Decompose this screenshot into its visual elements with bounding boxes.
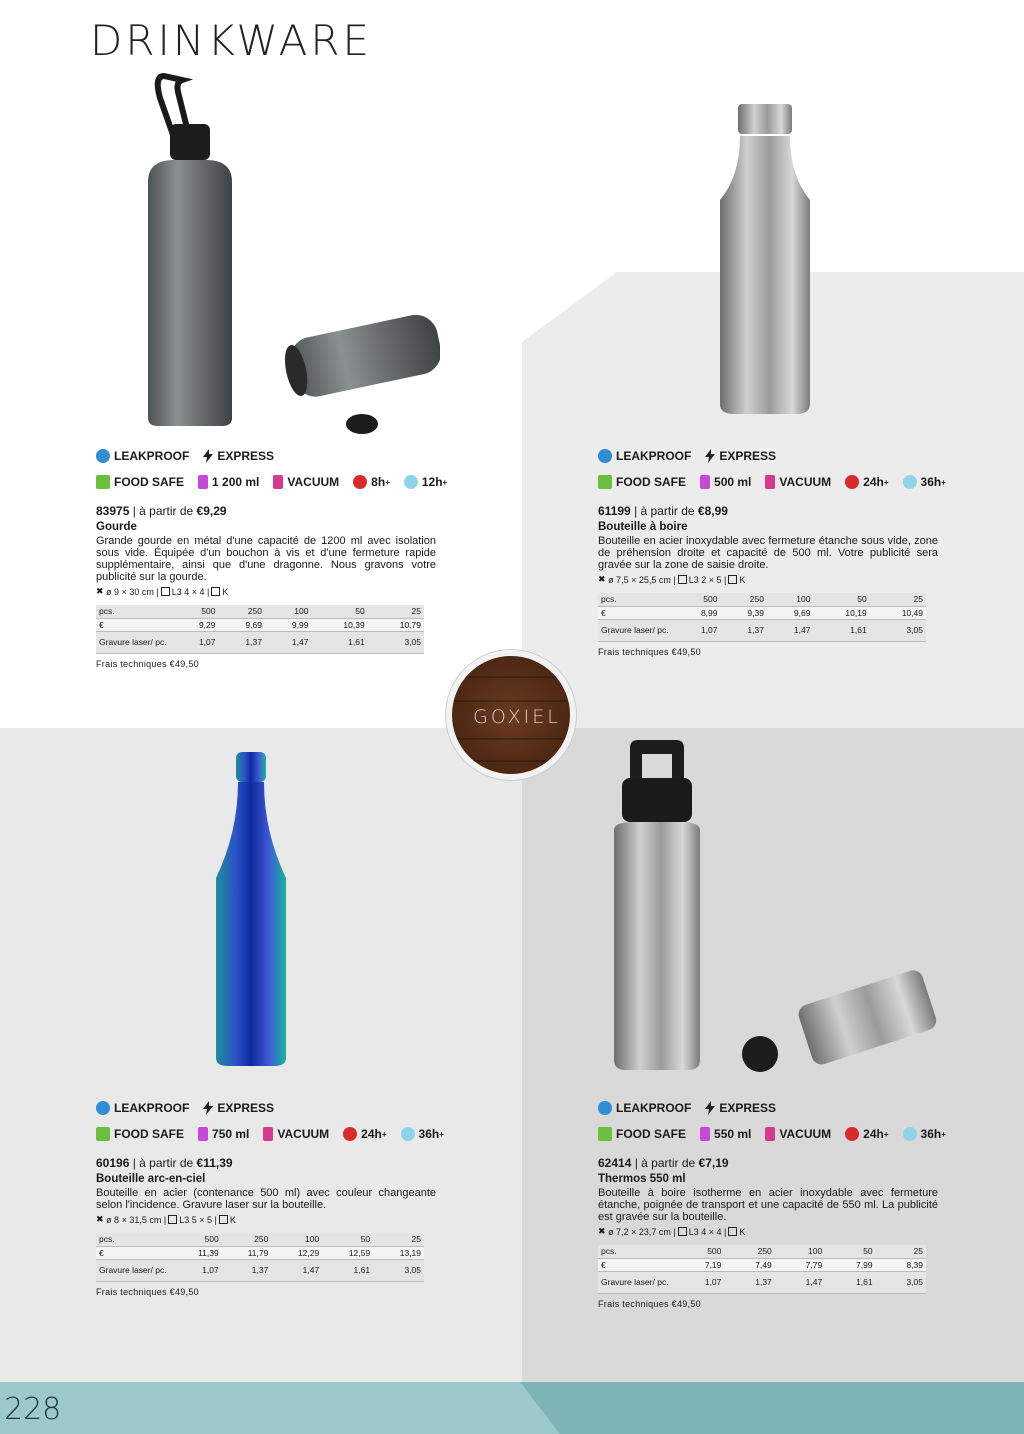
price-cell: 1,07 <box>172 631 218 653</box>
price-cell: Gravure laser/ pc. <box>598 1271 674 1293</box>
cold-hours: 12h <box>421 475 443 489</box>
product-name: Bouteille à boire <box>598 521 688 533</box>
product-price: €8,99 <box>697 504 728 518</box>
price-cell: 50 <box>825 1245 875 1258</box>
badge-block <box>96 1098 456 1144</box>
capacity-badge <box>198 475 259 489</box>
page-title: DRINKWARE <box>90 16 373 65</box>
price-cell: 250 <box>222 1233 272 1246</box>
price-cell: Gravure laser/ pc. <box>96 1259 172 1281</box>
leakproof-badge <box>96 449 189 463</box>
cold-hours: 36h <box>920 475 942 489</box>
bottle-steel-image <box>710 100 820 420</box>
product-card <box>96 446 448 669</box>
cold-badge: 36h + <box>903 475 946 489</box>
food-safe-icon <box>598 475 612 489</box>
price-cell: 7,99 <box>825 1258 875 1271</box>
price-cell: Gravure laser/ pc. <box>598 619 674 641</box>
hot-badge: 24h + <box>845 1127 888 1141</box>
price-row <box>96 605 424 618</box>
badge-label: EXPRESS <box>719 449 777 463</box>
price-cell: 50 <box>322 1233 373 1246</box>
lightning-icon <box>203 1101 213 1115</box>
price-cell: 7,19 <box>674 1258 724 1271</box>
product-heading <box>598 1156 938 1170</box>
technical-fees: Frais techniques €49,50 <box>96 658 199 669</box>
dimensions: ✖ ø 7,2 × 23,7 cm | L3 4 × 4 | K <box>598 1226 746 1237</box>
cold-badge: 12h + <box>404 475 447 489</box>
from-label: | à partir de <box>634 1156 696 1170</box>
vacuum-icon <box>273 475 283 489</box>
price-cell: 11,39 <box>172 1246 222 1259</box>
capacity-badge <box>700 475 751 489</box>
price-row <box>96 618 424 631</box>
price-cell: 25 <box>876 1245 926 1258</box>
product-heading <box>96 504 436 518</box>
badge-block <box>598 1098 958 1144</box>
product-description: Bouteille en acier (contenance 500 ml) avec couleur changeante selon l'incidence. Gravure laser sur la bouteille. <box>96 1187 436 1211</box>
price-cell: € <box>96 1246 172 1259</box>
leakproof-badge <box>96 1101 189 1115</box>
flame-icon <box>845 1127 859 1141</box>
price-cell: 8,39 <box>876 1258 926 1271</box>
hot-hours: 8h <box>371 475 386 489</box>
print-area-icon <box>168 1215 177 1224</box>
price-cell: 250 <box>218 605 264 618</box>
lightning-icon <box>203 449 213 463</box>
price-cell: Gravure laser/ pc. <box>96 631 172 653</box>
capacity-badge <box>198 1127 249 1141</box>
badge-block <box>598 446 958 492</box>
product-heading <box>598 504 938 518</box>
price-cell: 12,29 <box>271 1246 322 1259</box>
price-row <box>598 1245 926 1258</box>
badge-label: EXPRESS <box>217 449 275 463</box>
badge-label: EXPRESS <box>217 1101 275 1115</box>
price-table <box>96 605 424 654</box>
price-cell: pcs. <box>96 605 172 618</box>
snowflake-icon <box>903 475 917 489</box>
express-badge <box>203 449 274 463</box>
flame-icon <box>353 475 367 489</box>
badge-label: VACUUM <box>277 1127 330 1141</box>
gourde-image <box>140 72 440 452</box>
price-cell: 100 <box>265 605 311 618</box>
method-icon <box>219 1215 228 1224</box>
hot-badge: 24h + <box>845 475 888 489</box>
product-ref: 61199 <box>598 504 631 518</box>
leakproof-badge <box>598 449 691 463</box>
price-row <box>598 619 926 641</box>
product-price: €9,29 <box>196 504 227 518</box>
cold-badge: 36h + <box>401 1127 444 1141</box>
product-card <box>598 446 946 657</box>
price-cell: 9,69 <box>218 618 264 631</box>
flame-icon <box>343 1127 357 1141</box>
product-description: Bouteille en acier inoxydable avec fermeture étanche sous vide, zone de préhension droite et capacité de 500 ml. Votre publicité sera gravée sur la zone de saisie droite. <box>598 535 938 571</box>
product-ref: 62414 <box>598 1156 632 1170</box>
vacuum-badge <box>765 1127 831 1141</box>
price-cell: 25 <box>870 593 926 606</box>
bottle-rainbow-image <box>210 748 300 1068</box>
price-row <box>598 1271 926 1293</box>
badge-label: FOOD SAFE <box>114 475 185 489</box>
price-cell: pcs. <box>598 593 674 606</box>
badge-block <box>96 446 456 492</box>
price-cell: 250 <box>724 1245 774 1258</box>
size-icon: ✖ <box>598 1226 606 1236</box>
leakproof-icon <box>598 1101 612 1115</box>
leakproof-icon <box>96 449 110 463</box>
lightning-icon <box>705 1101 715 1115</box>
price-cell: 11,79 <box>222 1246 272 1259</box>
price-row <box>96 1259 424 1281</box>
product-ref: 83975 <box>96 504 130 518</box>
price-cell: 1,61 <box>813 619 869 641</box>
cold-hours: 36h <box>418 1127 440 1141</box>
price-cell: 10,49 <box>870 606 926 619</box>
price-cell: 12,59 <box>322 1246 373 1259</box>
product-card <box>598 1098 946 1309</box>
badge-label: VACUUM <box>287 475 340 489</box>
print-area-value: L3 4 × 4 <box>171 586 205 597</box>
price-cell: 3,05 <box>368 631 424 653</box>
price-table <box>96 1233 424 1282</box>
express-badge <box>705 449 776 463</box>
price-cell: 10,79 <box>368 618 424 631</box>
logo-text: GOXIEL <box>473 706 561 728</box>
leakproof-icon <box>598 449 612 463</box>
print-area-icon <box>678 575 687 584</box>
cold-hours: 36h <box>920 1127 942 1141</box>
price-cell: 100 <box>767 593 813 606</box>
price-cell: 8,99 <box>674 606 720 619</box>
price-cell: 1,47 <box>271 1259 322 1281</box>
price-cell: 1,61 <box>825 1271 875 1293</box>
price-cell: € <box>598 606 674 619</box>
capacity-value: 500 ml <box>714 475 752 489</box>
price-cell: 1,07 <box>172 1259 222 1281</box>
method-value: K <box>739 574 746 585</box>
price-cell: 13,19 <box>373 1246 424 1259</box>
hot-hours: 24h <box>863 1127 884 1141</box>
price-cell: 9,39 <box>720 606 766 619</box>
from-label: | à partir de <box>132 1156 194 1170</box>
vacuum-icon <box>765 475 775 489</box>
from-label: | à partir de <box>132 504 194 518</box>
cup-icon <box>198 475 208 489</box>
price-cell: 25 <box>368 605 424 618</box>
price-cell: pcs. <box>598 1245 674 1258</box>
price-cell: 10,19 <box>813 606 869 619</box>
vacuum-badge <box>263 1127 329 1141</box>
snowflake-icon <box>404 475 418 489</box>
hot-hours: 24h <box>863 475 884 489</box>
price-cell: € <box>96 618 172 631</box>
print-area-icon <box>161 587 170 596</box>
price-row <box>598 606 926 619</box>
method-icon <box>211 587 220 596</box>
price-cell: 3,05 <box>876 1271 926 1293</box>
product-description: Bouteille à boire isotherme en acier inoxydable avec fermeture étanche, poignée de transport et une capacité de 550 ml. La publicité est gravée sur la bouteille. <box>598 1187 938 1223</box>
food-safe-icon <box>96 1127 110 1141</box>
dimensions: ✖ ø 9 × 30 cm | L3 4 × 4 | K <box>96 586 229 597</box>
capacity-badge <box>700 1127 751 1141</box>
price-cell: 50 <box>813 593 869 606</box>
price-cell: 3,05 <box>373 1259 424 1281</box>
vacuum-badge <box>273 475 339 489</box>
badge-label: FOOD SAFE <box>616 1127 687 1141</box>
price-cell: 9,69 <box>767 606 813 619</box>
from-label: | à partir de <box>634 504 695 518</box>
print-area-icon <box>678 1227 687 1236</box>
product-name: Thermos 550 ml <box>598 1173 686 1185</box>
hot-badge: 24h + <box>343 1127 386 1141</box>
vacuum-icon <box>765 1127 775 1141</box>
food-safe-icon <box>598 1127 612 1141</box>
badge-label: LEAKPROOF <box>616 1101 692 1115</box>
engraved-logo-sample <box>446 650 576 780</box>
price-cell: 1,47 <box>767 619 813 641</box>
badge-label: FOOD SAFE <box>616 475 687 489</box>
price-cell: 1,07 <box>674 1271 724 1293</box>
price-cell: pcs. <box>96 1233 172 1246</box>
price-cell: 1,47 <box>775 1271 825 1293</box>
product-name: Bouteille arc-en-ciel <box>96 1173 206 1185</box>
method-value: K <box>739 1226 746 1237</box>
product-description: Grande gourde en métal d'une capacité de 1200 ml avec isolation sous vide. Équipée d'un bouchon à vis et d'une fermeture rapide supplémentaire, ainsi que d'une dragonne. Nous gravons votre publicité sur la gourde. <box>96 535 436 583</box>
size-icon: ✖ <box>96 586 104 596</box>
cold-badge: 36h + <box>903 1127 946 1141</box>
price-row <box>598 593 926 606</box>
food-safe-badge <box>96 1127 184 1141</box>
price-cell: 250 <box>720 593 766 606</box>
price-cell: 9,99 <box>265 618 311 631</box>
dimensions-value: ø 7,5 × 25,5 cm <box>608 574 671 585</box>
price-cell: 1,47 <box>265 631 311 653</box>
price-cell: 1,37 <box>724 1271 774 1293</box>
technical-fees: Frais techniques €49,50 <box>598 646 701 657</box>
vacuum-badge <box>765 475 831 489</box>
dimensions: ✖ ø 7,5 × 25,5 cm | L3 2 × 5 | K <box>598 574 746 585</box>
size-icon: ✖ <box>598 574 606 584</box>
badge-label: VACUUM <box>779 475 832 489</box>
badge-label: LEAKPROOF <box>114 1101 190 1115</box>
snowflake-icon <box>401 1127 415 1141</box>
badge-label: EXPRESS <box>719 1101 777 1115</box>
lightning-icon <box>705 449 715 463</box>
dimensions: ✖ ø 8 × 31,5 cm | L3 5 × 5 | K <box>96 1214 236 1225</box>
technical-fees: Frais techniques €49,50 <box>96 1286 199 1297</box>
leakproof-icon <box>96 1101 110 1115</box>
price-cell: 9,29 <box>172 618 218 631</box>
dimensions-value: ø 7,2 × 23,7 cm <box>608 1226 671 1237</box>
print-area-value: L3 2 × 5 <box>688 574 722 585</box>
price-row <box>96 631 424 653</box>
print-area-value: L3 5 × 5 <box>179 1214 212 1225</box>
price-cell: 1,61 <box>311 631 367 653</box>
capacity-value: 550 ml <box>714 1127 752 1141</box>
price-cell: 100 <box>775 1245 825 1258</box>
dimensions-value: ø 8 × 31,5 cm <box>106 1214 162 1225</box>
method-value: K <box>222 586 229 597</box>
cup-icon <box>700 1127 710 1141</box>
capacity-value: 1 200 ml <box>212 475 260 489</box>
hot-badge: 8h + <box>353 475 390 489</box>
badge-label: LEAKPROOF <box>114 449 190 463</box>
price-cell: 1,37 <box>218 631 264 653</box>
price-cell: 1,37 <box>720 619 766 641</box>
express-badge <box>203 1101 274 1115</box>
dimensions-value: ø 9 × 30 cm <box>106 586 154 597</box>
thermos-image <box>600 738 940 1088</box>
price-table <box>598 593 926 642</box>
price-cell: 3,05 <box>870 619 926 641</box>
price-cell: 1,07 <box>674 619 720 641</box>
vacuum-icon <box>263 1127 273 1141</box>
price-row <box>96 1246 424 1259</box>
price-row <box>96 1233 424 1246</box>
food-safe-badge <box>598 1127 686 1141</box>
express-badge <box>705 1101 776 1115</box>
capacity-value: 750 ml <box>212 1127 250 1141</box>
print-area-value: L3 4 × 4 <box>688 1226 722 1237</box>
price-cell: 10,39 <box>311 618 367 631</box>
product-ref: 60196 <box>96 1156 130 1170</box>
badge-label: FOOD SAFE <box>114 1127 185 1141</box>
food-safe-badge <box>598 475 686 489</box>
price-cell: 1,37 <box>222 1259 272 1281</box>
product-name: Gourde <box>96 521 137 533</box>
food-safe-icon <box>96 475 110 489</box>
size-icon: ✖ <box>96 1214 104 1224</box>
cup-icon <box>700 475 710 489</box>
badge-label: LEAKPROOF <box>616 449 692 463</box>
snowflake-icon <box>903 1127 917 1141</box>
method-icon <box>728 1227 737 1236</box>
price-cell: 500 <box>674 593 720 606</box>
price-cell: 7,49 <box>724 1258 774 1271</box>
product-price: €11,39 <box>196 1156 233 1170</box>
price-cell: 500 <box>172 1233 222 1246</box>
price-cell: 100 <box>271 1233 322 1246</box>
product-price: €7,19 <box>698 1156 729 1170</box>
price-cell: 500 <box>674 1245 724 1258</box>
price-cell: 7,79 <box>775 1258 825 1271</box>
price-cell: 1,61 <box>322 1259 373 1281</box>
badge-label: VACUUM <box>779 1127 832 1141</box>
flame-icon <box>845 475 859 489</box>
page-number: 228 <box>4 1392 62 1427</box>
price-table <box>598 1245 926 1294</box>
method-icon <box>728 575 737 584</box>
footer-tab <box>0 1382 560 1434</box>
leakproof-badge <box>598 1101 691 1115</box>
hot-hours: 24h <box>361 1127 382 1141</box>
cup-icon <box>198 1127 208 1141</box>
price-cell: 25 <box>373 1233 424 1246</box>
food-safe-badge <box>96 475 184 489</box>
product-heading <box>96 1156 436 1170</box>
product-card <box>96 1098 444 1297</box>
method-value: K <box>229 1214 236 1225</box>
price-cell: 500 <box>172 605 218 618</box>
technical-fees: Frais techniques €49,50 <box>598 1298 701 1309</box>
price-cell: 50 <box>311 605 367 618</box>
price-cell: € <box>598 1258 674 1271</box>
price-row <box>598 1258 926 1271</box>
